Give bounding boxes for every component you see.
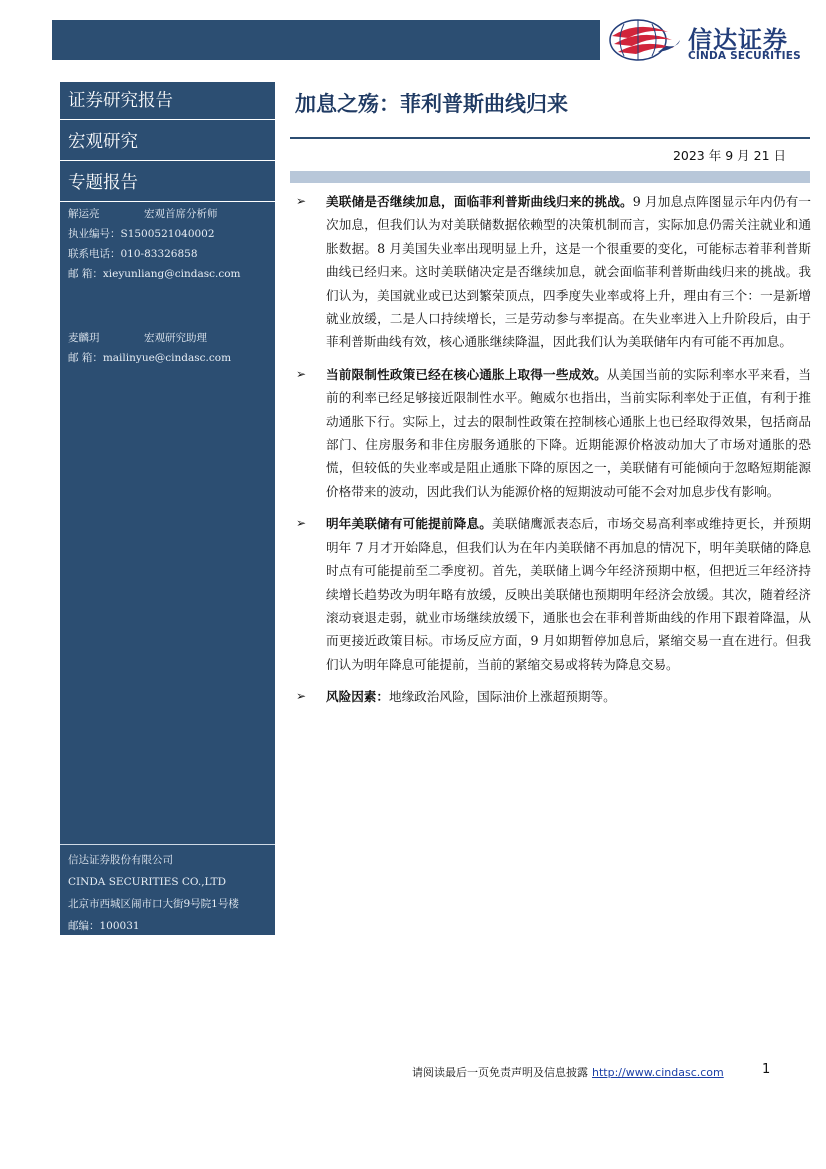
- email-label: 邮 箱：: [68, 352, 103, 364]
- analyst-name: 解运亮: [68, 208, 100, 220]
- analyst-role: 宏观首席分析师: [144, 208, 218, 220]
- sidebar-tab-report-type: 证券研究报告: [60, 82, 275, 120]
- page-footer: [412, 1064, 724, 1080]
- company-name-cn: 信达证券股份有限公司: [68, 854, 173, 866]
- summary-bullet: [296, 190, 811, 354]
- logo-text-cn: 信达证券: [688, 26, 788, 54]
- bullet-arrow-icon: ➢: [296, 689, 307, 704]
- header-band: [52, 20, 600, 60]
- email-address[interactable]: xieyunliang@cindasc.com: [102, 268, 241, 280]
- report-date: 2023 年 9 月 21 日: [672, 148, 786, 163]
- company-info: [60, 844, 275, 937]
- logo-text-en: CINDA SECURITIES: [688, 50, 801, 62]
- summary-bullet: [296, 685, 811, 708]
- bullet-body: 从美国当前的实际利率水平来看，当前的利率已经足够接近限制性水平。鲍威尔也指出，当前实际利率处于正值，有利于推动通胀下行。实际上，过去的限制性政策在控制核心通胀上也已经取得效果，包括商品部门、住房服务和非住房服务通胀的下降。近期能源价格波动加大了市场对通胀的恐慌，但较低的失业率或是阻止通胀下降的原因之一，美联储有可能倾向于忽略短期能源价格带来的波动，因此我们认为能源价格的短期波动可能不会对加息步伐有影响。: [326, 366, 812, 499]
- title-divider: [290, 137, 810, 139]
- sidebar-tab-category: 宏观研究: [60, 123, 275, 161]
- report-title: 加息之殇：菲利普斯曲线归来: [295, 92, 568, 116]
- bullet-arrow-icon: ➢: [296, 194, 307, 208]
- license-label: 执业编号：: [68, 228, 121, 240]
- summary-bullet: [296, 512, 811, 676]
- date-bar: [290, 171, 810, 183]
- summary-bullets: [296, 190, 811, 718]
- cinda-globe-icon: [608, 18, 682, 62]
- company-postcode: 邮编：100031: [68, 920, 140, 932]
- bullet-text: [326, 685, 811, 708]
- page-number: 1: [762, 1062, 771, 1077]
- sidebar: [60, 82, 275, 935]
- phone-label: 联系电话：: [68, 248, 121, 260]
- bullet-body: 美联储鹰派表态后，市场交易高利率或维持更长，并预期明年 7 月才开始降息，但我们认为在年内美联储不再加息的情况下，明年美联储的降息时点有可能提前至二季度初。首先，美联储上调今年经济预期中枢，但把近三年经济持续增长趋势改为明年略有放缓，反映出美联储也预期明年经济会放缓。其次，随着经济滚动衰退走弱，就业市场继续放缓下，通胀也会在菲利普斯曲线的作用下跟着降温，从而更接近政策目标。市场反应方面，9 月如期暂停加息后，紧缩交易一直在进行。但我们认为明年降息可能提前，当前的紧缩交易或将转为降息交易。: [326, 516, 812, 672]
- license-number: S1500521040002: [120, 228, 215, 240]
- bullet-body: 9 月加息点阵图显示年内仍有一次加息，但我们认为对美联储数据依赖型的决策机制而言，实际加息仍需关注就业和通胀数据。8 月美国失业率出现明显上升，这是一个很重要的变化，可能标志着菲利普斯曲线已经归来。这时美联储决定是否继续加息，就会面临菲利普斯曲线归来的挑战。我们认为，美国就业或已达到繁荣顶点，四季度失业率或将上升，理由有三个：一是新增就业放缓，二是人口持续增长，三是劳动参与率提高。在失业率进入上升阶段后，由于菲利普斯曲线有效，核心通胀继续降温，因此我们认为美联储年内有可能不再加息。: [326, 194, 811, 350]
- analyst-1-info: [68, 204, 241, 284]
- footer-website-link[interactable]: http://www.cindasc.com: [592, 1066, 724, 1079]
- company-address: 北京市西城区闹市口大街9号院1号楼: [68, 898, 239, 910]
- bullet-text: [326, 190, 811, 354]
- email-address[interactable]: mailinyue@cindasc.com: [102, 352, 232, 364]
- company-name-en: CINDA SECURITIES CO.,LTD: [68, 876, 227, 888]
- email-label: 邮 箱：: [68, 268, 103, 280]
- sidebar-tab-subcategory: 专题报告: [60, 164, 275, 202]
- bullet-arrow-icon: ➢: [296, 366, 307, 381]
- bullet-heading: 美联储是否继续加息，面临菲利普斯曲线归来的挑战。: [326, 194, 633, 209]
- bullet-arrow-icon: ➢: [296, 516, 307, 531]
- bullet-text: [326, 363, 811, 503]
- analyst-2-info: [68, 328, 231, 368]
- analyst-role: 宏观研究助理: [144, 332, 207, 344]
- bullet-heading: 当前限制性政策已经在核心通胀上取得一些成效。: [326, 366, 607, 382]
- summary-bullet: [296, 363, 811, 503]
- footer-disclaimer: 请阅读最后一页免责声明及信息披露: [412, 1066, 588, 1079]
- analyst-name: 麦麟玥: [68, 332, 100, 344]
- bullet-text: [326, 512, 811, 676]
- bullet-heading: 风险因素：: [326, 689, 389, 705]
- phone-number: 010-83326858: [120, 248, 198, 260]
- cinda-logo: [608, 18, 808, 64]
- bullet-heading: 明年美联储有可能提前降息。: [326, 516, 492, 532]
- bullet-body: 地缘政治风险，国际油价上涨超预期等。: [388, 689, 616, 705]
